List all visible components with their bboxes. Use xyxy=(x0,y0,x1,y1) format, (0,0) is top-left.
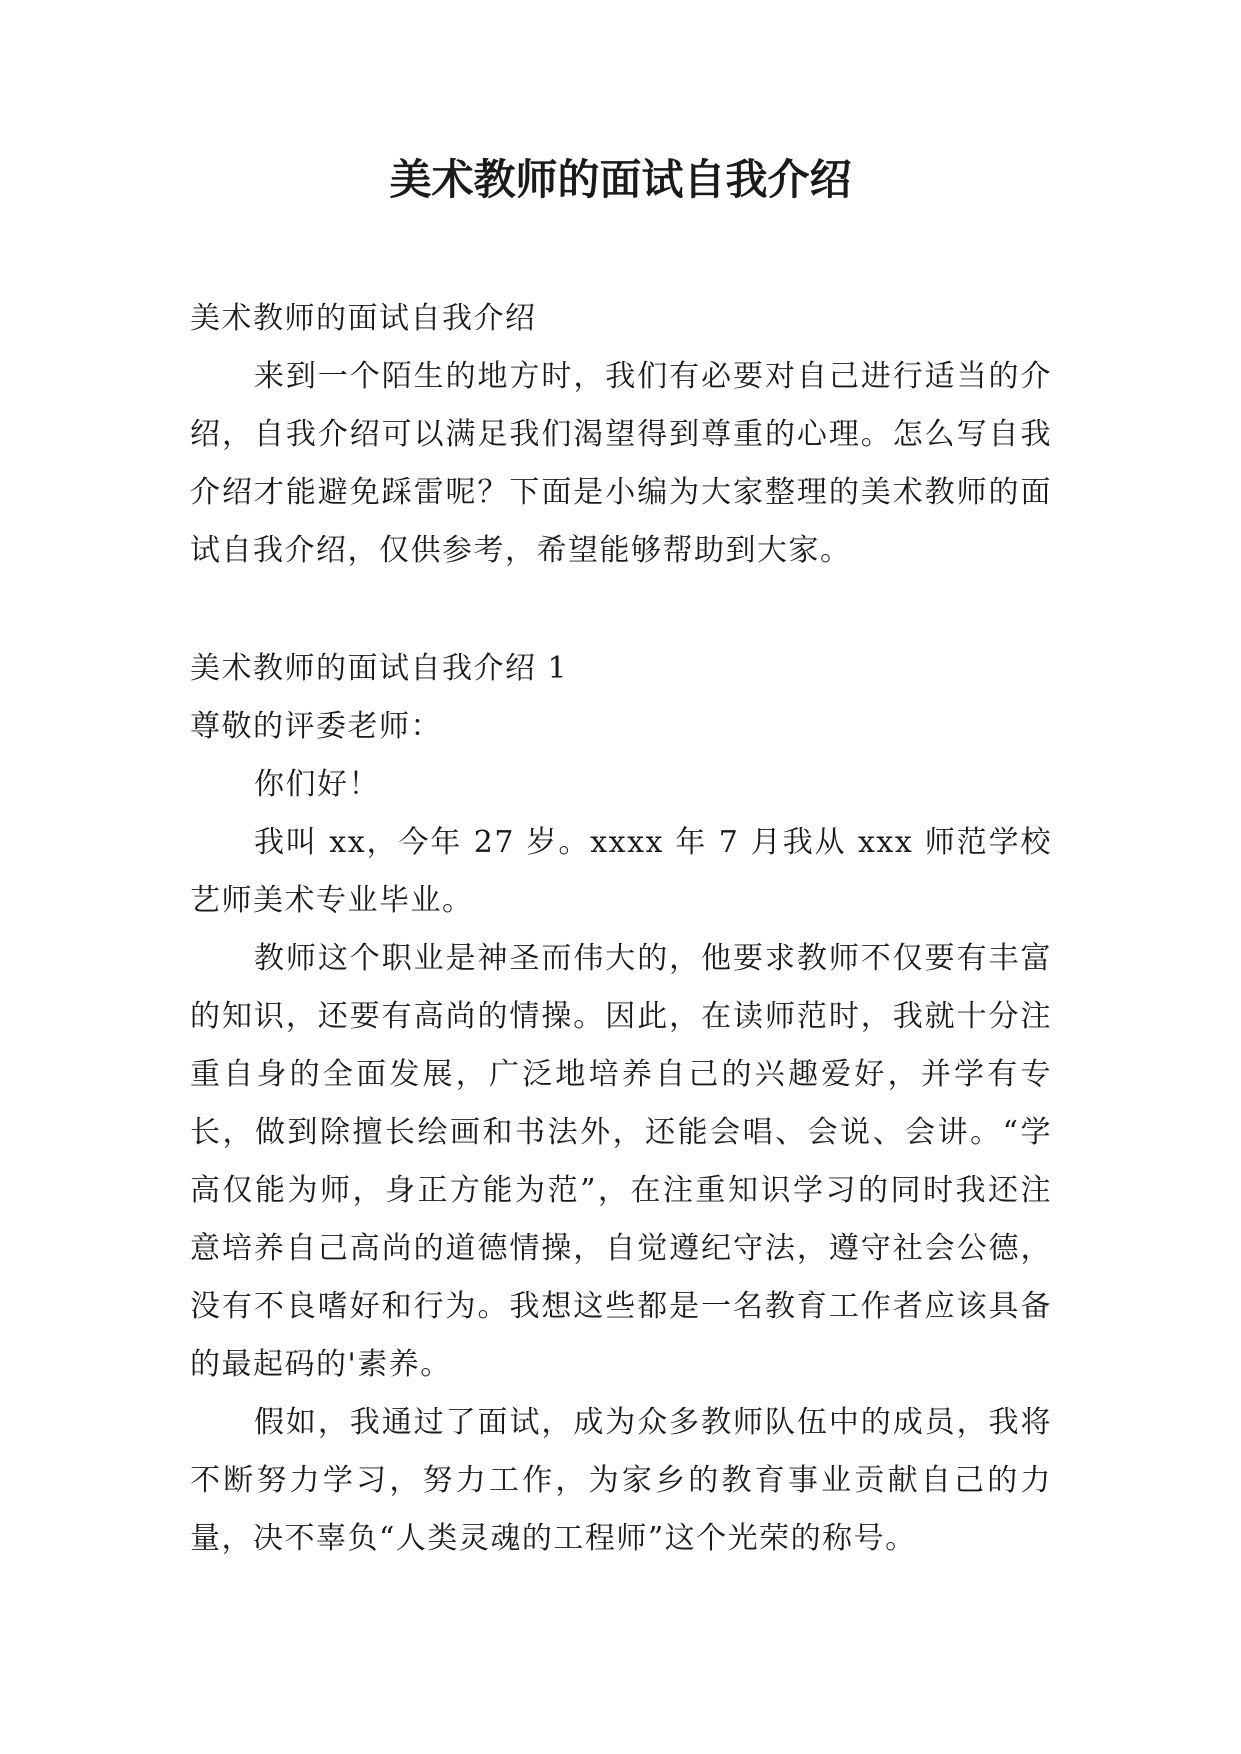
document-title: 美术教师的面试自我介绍 xyxy=(389,155,852,204)
closing-paragraph: 假如，我通过了面试，成为众多教师队伍中的成员，我将不断努力学习，努力工作，为家乡的教育事业贡献自己的力量，决不辜负“人类灵魂的工程师”这个光荣的称号。 xyxy=(190,1405,1052,1556)
profession-paragraph: 教师这个职业是神圣而伟大的，他要求教师不仅要有丰富的知识，还要有高尚的情操。因此，在读师范时，我就十分注重自身的全面发展，广泛地培养自己的兴趣爱好，并学有专长，做到除擅长绘画和书法外，还能会唱、会说、会讲。“学高仅能为师，身正方能为范”，在注重知识学习的同时我还注意培养自己高尚的道德情操，自觉遵纪守法，遵守社会公德，没有不良嗜好和行为。我想这些都是一名教育工作者应该具备的最起码的'素养。 xyxy=(190,941,1052,1382)
document-body xyxy=(190,290,1052,1568)
greeting-paragraph: 你们好！ xyxy=(254,767,380,802)
salutation-paragraph: 尊敬的评委老师： xyxy=(190,709,442,744)
intro-paragraph: 来到一个陌生的地方时，我们有必要对自己进行适当的介绍，自我介绍可以满足我们渴望得到尊重的心理。怎么写自我介绍才能避免踩雷呢？下面是小编为大家整理的美术教师的面试自我介绍，仅供参考，希望能够帮助到大家。 xyxy=(190,359,1052,568)
background-paragraph: 我叫 xx，今年 27 岁。xxxx 年 7 月我从 xxx 师范学校艺师美术专业毕业。 xyxy=(190,825,1052,918)
subtitle-paragraph: 美术教师的面试自我介绍 xyxy=(190,301,537,336)
section-heading: 美术教师的面试自我介绍 1 xyxy=(190,651,569,686)
